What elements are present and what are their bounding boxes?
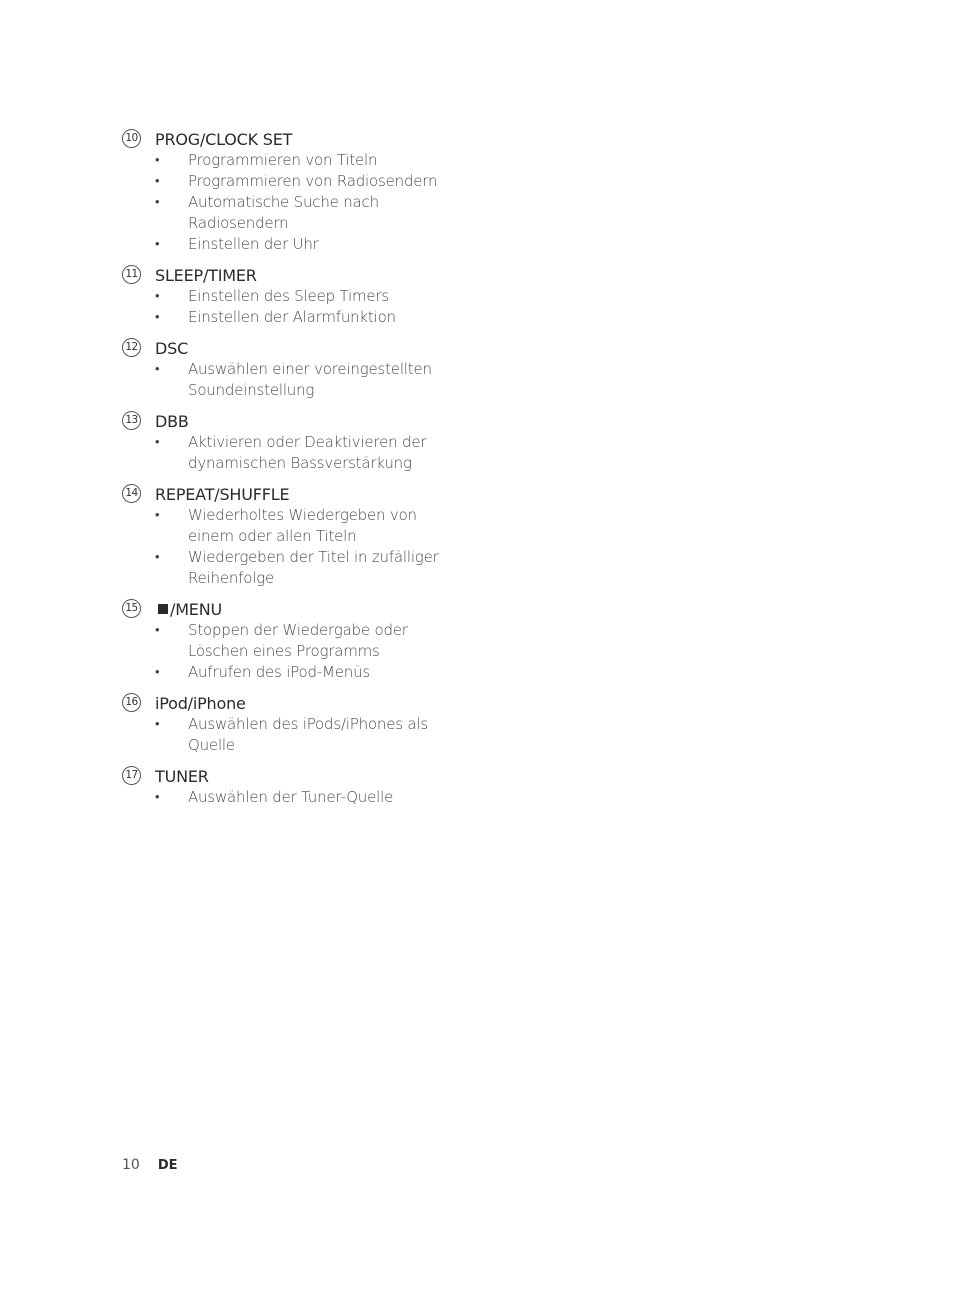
bullet-icon: • <box>155 153 160 168</box>
section-12 <box>122 337 462 401</box>
list-item-text: Radiosendern <box>188 214 289 232</box>
bullet-icon: • <box>155 623 160 638</box>
list-item <box>122 359 462 401</box>
bullet-list <box>122 286 462 328</box>
section-title-text: TUNER <box>155 766 209 786</box>
list-item <box>122 662 462 683</box>
section-title-text: /MENU <box>170 599 222 619</box>
list-item-text: Programmieren von Radiosendern <box>188 172 438 190</box>
bullet-icon: • <box>155 195 160 210</box>
section-heading <box>122 765 462 787</box>
list-item-text: Quelle <box>188 736 235 754</box>
list-item-text: Reihenfolge <box>188 569 275 587</box>
section-13 <box>122 410 462 474</box>
section-title-text: DSC <box>155 338 189 358</box>
list-item <box>122 432 462 474</box>
bullet-icon: • <box>155 237 160 252</box>
circled-number-icon: 10 <box>122 129 141 148</box>
list-item <box>122 307 462 328</box>
list-item-text: dynamischen Bassverstärkung <box>188 454 412 472</box>
page-footer <box>122 1157 178 1173</box>
list-item <box>122 714 462 756</box>
list-item-text: Programmieren von Titeln <box>188 151 378 169</box>
bullet-icon: • <box>155 362 160 377</box>
list-item-text: Einstellen des Sleep Timers <box>188 287 389 305</box>
section-title-text: iPod/iPhone <box>155 693 246 713</box>
section-title-text: PROG/CLOCK SET <box>155 129 293 149</box>
section-17 <box>122 765 462 808</box>
section-title <box>155 412 189 431</box>
section-title-text: DBB <box>155 411 189 431</box>
circled-number-icon: 16 <box>122 693 141 712</box>
bullet-list <box>122 620 462 683</box>
section-11 <box>122 264 462 328</box>
list-item <box>122 505 462 547</box>
bullet-list <box>122 787 462 808</box>
bullet-list <box>122 359 462 401</box>
circled-number-icon: 12 <box>122 338 141 357</box>
section-title <box>155 694 246 713</box>
section-16 <box>122 692 462 756</box>
circled-number-icon: 17 <box>122 766 141 785</box>
circled-number-icon: 14 <box>122 484 141 503</box>
bullet-icon: • <box>155 435 160 450</box>
list-item <box>122 234 462 255</box>
list-item-text: Löschen eines Programms <box>188 642 380 660</box>
list-item-text: Wiedergeben der Titel in zufälliger <box>188 548 439 566</box>
list-item <box>122 286 462 307</box>
stop-icon <box>158 604 168 614</box>
section-15 <box>122 598 462 683</box>
list-item-text: Wiederholtes Wiedergeben von <box>188 506 417 524</box>
section-heading <box>122 598 462 620</box>
list-item-text: Auswählen der Tuner-Quelle <box>188 788 394 806</box>
bullet-icon: • <box>155 550 160 565</box>
list-item-text: Auswählen einer voreingestellten <box>188 360 432 378</box>
bullet-icon: • <box>155 310 160 325</box>
bullet-list <box>122 432 462 474</box>
bullet-icon: • <box>155 289 160 304</box>
section-heading <box>122 128 462 150</box>
section-14 <box>122 483 462 589</box>
circled-number-icon: 11 <box>122 265 141 284</box>
bullet-list <box>122 150 462 255</box>
section-title <box>155 266 257 285</box>
list-item <box>122 150 462 171</box>
list-item <box>122 620 462 662</box>
circled-number-icon: 15 <box>122 599 141 618</box>
bullet-icon: • <box>155 508 160 523</box>
list-item <box>122 547 462 589</box>
bullet-icon: • <box>155 717 160 732</box>
list-item-text: einem oder allen Titeln <box>188 527 357 545</box>
list-item-text: Stoppen der Wiedergabe oder <box>188 621 408 639</box>
bullet-icon: • <box>155 665 160 680</box>
list-item-text: Automatische Suche nach <box>188 193 379 211</box>
bullet-icon: • <box>155 174 160 189</box>
section-title <box>155 339 188 358</box>
section-title-text: SLEEP/TIMER <box>155 265 257 285</box>
bullet-list <box>122 714 462 756</box>
list-item-text: Aktivieren oder Deaktivieren der <box>188 433 427 451</box>
section-title <box>155 600 222 619</box>
section-heading <box>122 483 462 505</box>
section-title <box>155 130 292 149</box>
list-item <box>122 192 462 234</box>
list-item-text: Soundeinstellung <box>188 381 315 399</box>
section-heading <box>122 692 462 714</box>
language-code: DE <box>157 1157 178 1173</box>
button-description-list <box>122 128 462 817</box>
list-item-text: Aufrufen des iPod-Menüs <box>188 663 371 681</box>
page-number: 10 <box>122 1157 140 1173</box>
list-item-text: Einstellen der Alarmfunktion <box>188 308 396 326</box>
section-heading <box>122 337 462 359</box>
bullet-icon: • <box>155 790 160 805</box>
list-item <box>122 171 462 192</box>
section-heading <box>122 264 462 286</box>
circled-number-icon: 13 <box>122 411 141 430</box>
bullet-list <box>122 505 462 589</box>
section-title-text: REPEAT/SHUFFLE <box>155 484 290 504</box>
section-title <box>155 767 209 786</box>
section-10 <box>122 128 462 255</box>
list-item-text: Auswählen des iPods/iPhones als <box>188 715 428 733</box>
section-heading <box>122 410 462 432</box>
list-item-text: Einstellen der Uhr <box>188 235 319 253</box>
section-title <box>155 485 289 504</box>
list-item <box>122 787 462 808</box>
